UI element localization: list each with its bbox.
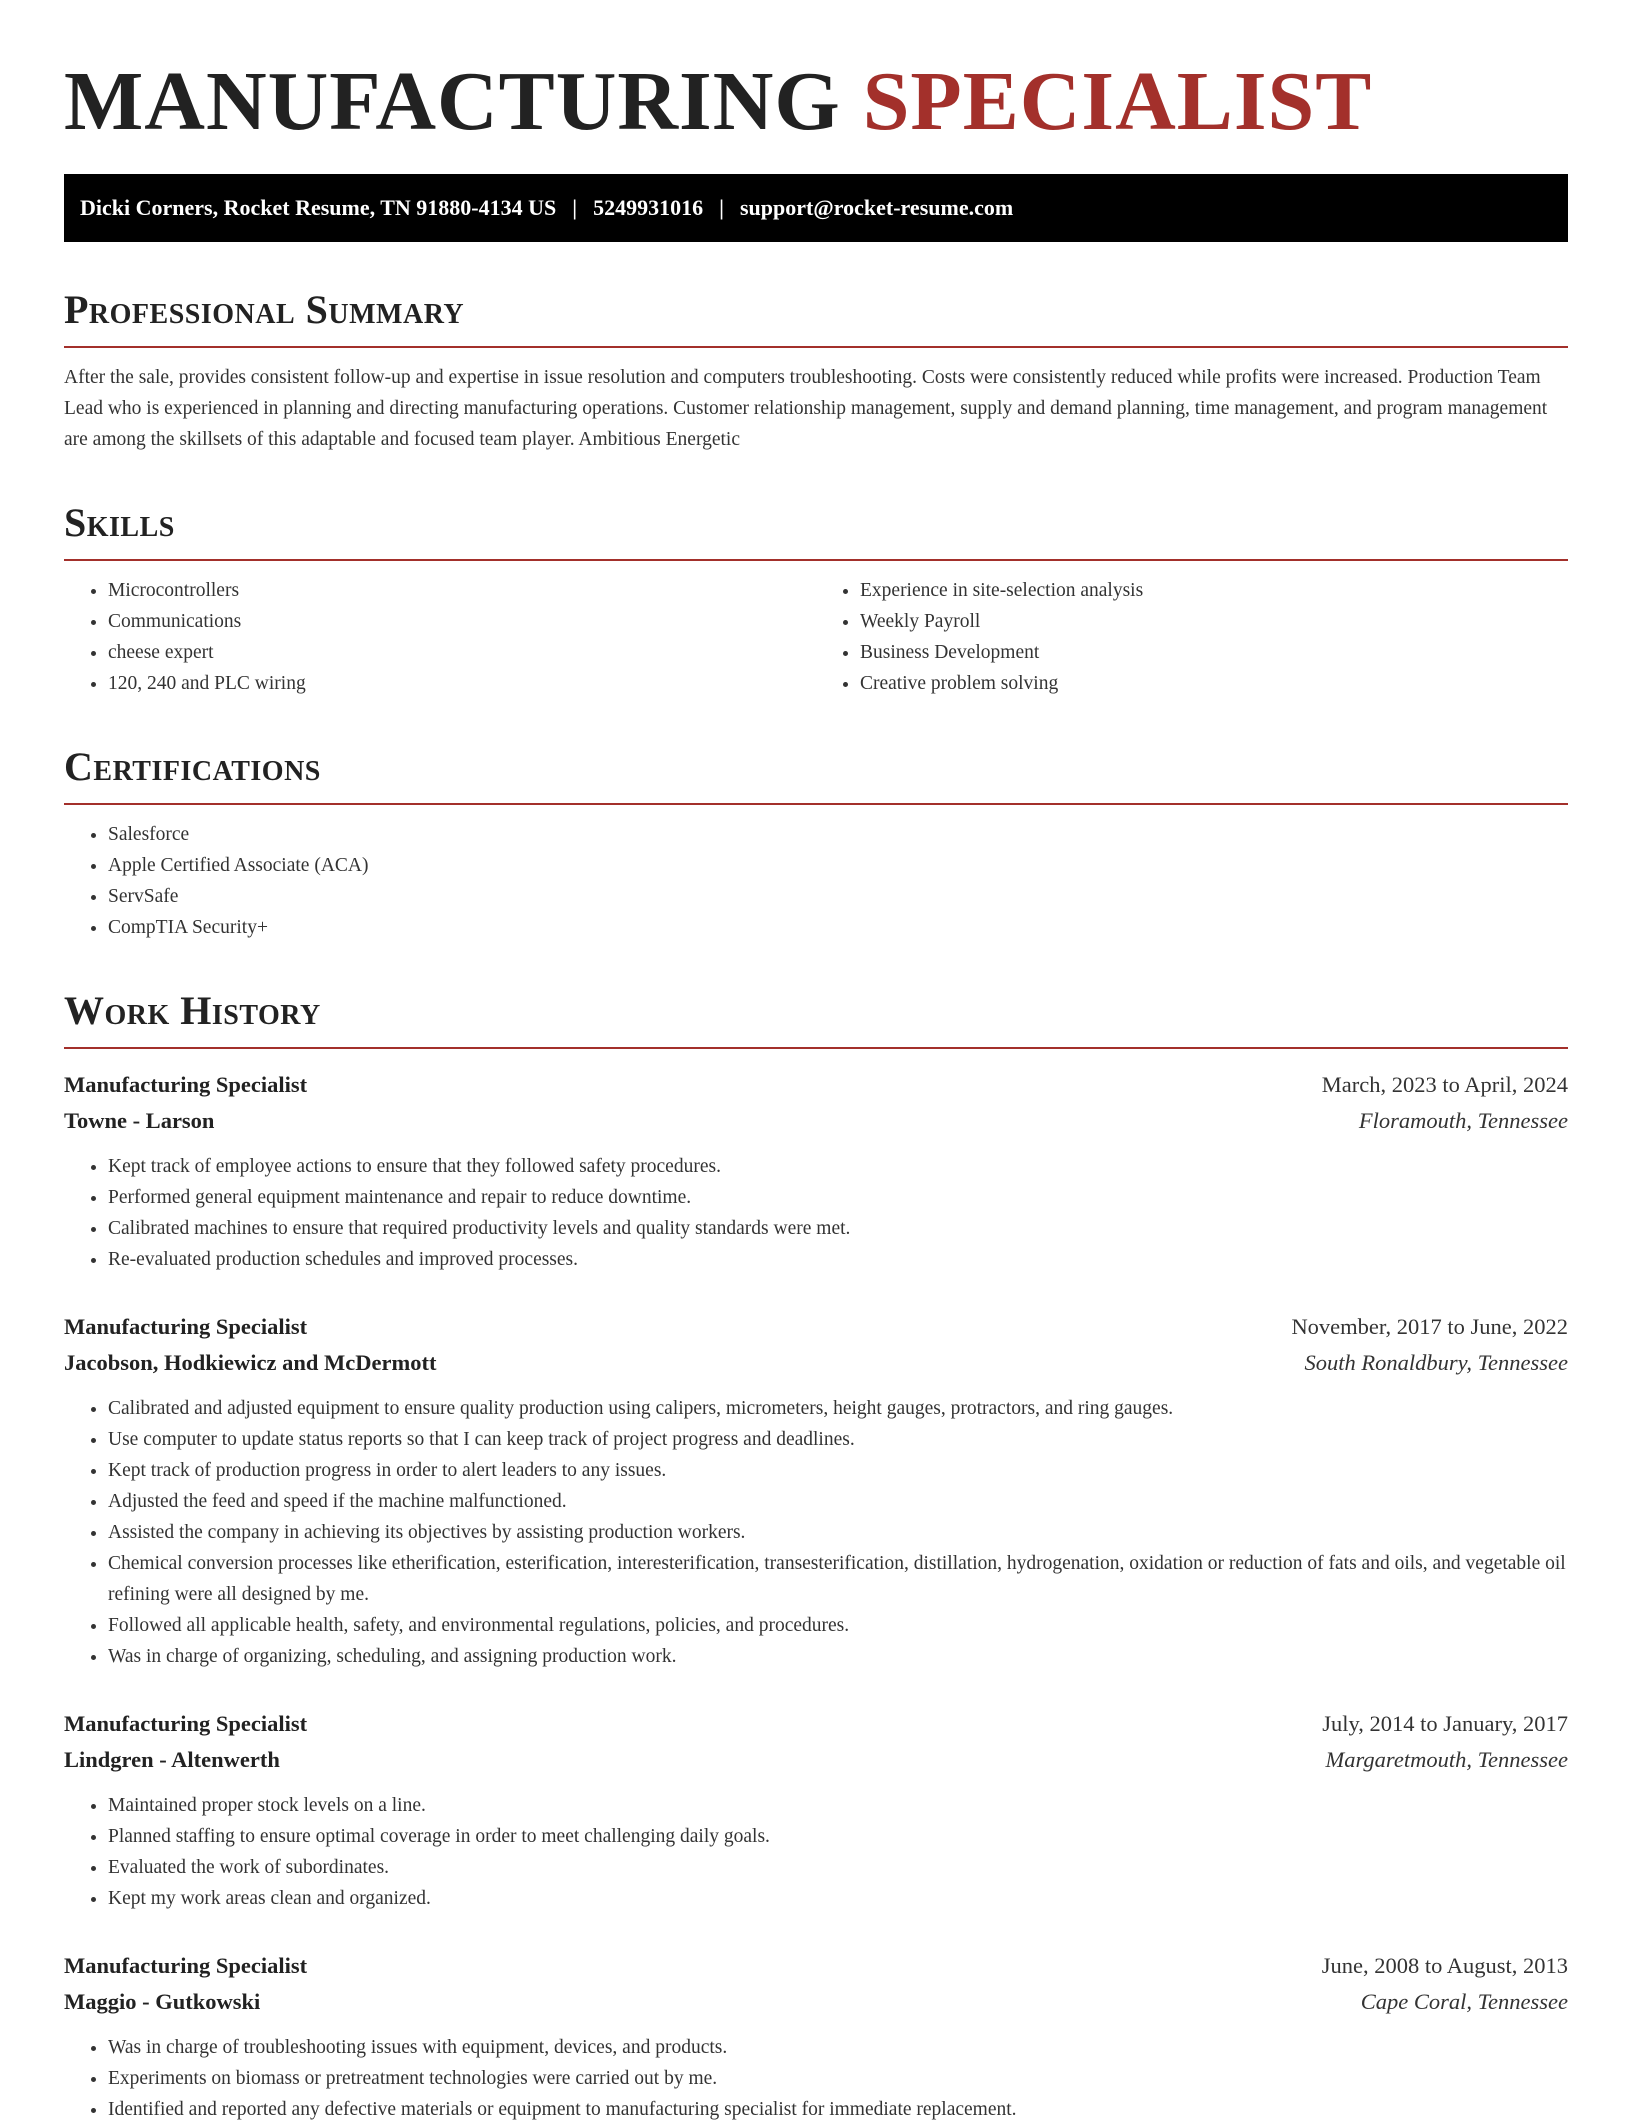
summary-heading: Professional Summary: [64, 286, 1568, 348]
job-company-row: [64, 1984, 1568, 2020]
job-entry: [64, 1309, 1568, 1672]
job-company: Maggio - Gutkowski: [64, 1989, 261, 2014]
job-entry: [64, 1067, 1568, 1275]
job-bullet: • Use computer to update status reports so that I can keep track of project progress and deadlines.: [108, 1424, 1568, 1455]
contact-separator: |: [719, 195, 724, 220]
contact-bar: [64, 174, 1568, 242]
job-bullets: [64, 1790, 1568, 1914]
job-header-row: [64, 1309, 1568, 1345]
certifications-heading: Certifications: [64, 743, 1568, 805]
job-location: Floramouth, Tennessee: [1358, 1108, 1568, 1133]
job-entry: [64, 1948, 1568, 2125]
summary-text: After the sale, provides consistent follow-up and expertise in issue resolution and computers troubleshooting. Costs were consistently reduced while profits were increased. Production Team Lead who is experienced in planning and directing manufacturing operations. Customer relationship management, supply and demand planning, time management, and program management are among the skillsets of this adaptable and focused team player. Ambitious Energetic: [64, 367, 1548, 450]
certification-item: • CompTIA Security+: [108, 912, 1568, 943]
certification-item: • Apple Certified Associate (ACA): [108, 850, 1568, 881]
job-bullet: • Calibrated machines to ensure that required productivity levels and quality standards were met.: [108, 1213, 1568, 1244]
job-bullet: • Was in charge of troubleshooting issues with equipment, devices, and products.: [108, 2032, 1568, 2063]
job-bullets: [64, 1151, 1568, 1275]
job-dates: June, 2008 to August, 2013: [1321, 1953, 1568, 1978]
skill-item: • 120, 240 and PLC wiring: [108, 668, 816, 699]
job-header-row: [64, 1706, 1568, 1742]
job-company: Jacobson, Hodkiewicz and McDermott: [64, 1350, 437, 1375]
job-bullet: • Was in charge of organizing, scheduling, and assigning production work.: [108, 1641, 1568, 1672]
resume-title: [64, 55, 1568, 148]
job-bullet: • Planned staffing to ensure optimal coverage in order to meet challenging daily goals.: [108, 1821, 1568, 1852]
job-bullets: [64, 2032, 1568, 2125]
job-company-row: [64, 1103, 1568, 1139]
work-history-heading: Work History: [64, 987, 1568, 1049]
job-location: Cape Coral, Tennessee: [1360, 1989, 1568, 2014]
skill-item: • Microcontrollers: [108, 575, 816, 606]
job-bullet: • Kept my work areas clean and organized.: [108, 1883, 1568, 1914]
job-bullet: • Identified and reported any defective materials or equipment to manufacturing specialist for immediate replacement.: [108, 2094, 1568, 2125]
skill-item: • Experience in site-selection analysis: [860, 575, 1568, 606]
job-bullet: • Adjusted the feed and speed if the machine malfunctioned.: [108, 1486, 1568, 1517]
job-bullet: • Assisted the company in achieving its objectives by assisting production workers.: [108, 1517, 1568, 1548]
skill-item: • Weekly Payroll: [860, 606, 1568, 637]
title-main: MANUFACTURING: [64, 55, 841, 148]
job-company-row: [64, 1742, 1568, 1778]
job-bullet: • Performed general equipment maintenance and repair to reduce downtime.: [108, 1182, 1568, 1213]
job-title: Manufacturing Specialist: [64, 1314, 308, 1339]
job-bullet: • Kept track of employee actions to ensure that they followed safety procedures.: [108, 1151, 1568, 1182]
skills-heading: Skills: [64, 499, 1568, 561]
job-bullet: • Followed all applicable health, safety, and environmental regulations, policies, and procedures.: [108, 1610, 1568, 1641]
job-title: Manufacturing Specialist: [64, 1711, 308, 1736]
job-title: Manufacturing Specialist: [64, 1953, 308, 1978]
job-bullet: • Calibrated and adjusted equipment to ensure quality production using calipers, micrometers, height gauges, protractors, and ring gauges.: [108, 1393, 1568, 1424]
job-dates: November, 2017 to June, 2022: [1291, 1314, 1568, 1339]
title-accent: SPECIALIST: [862, 55, 1373, 148]
job-header-row: [64, 1948, 1568, 1984]
job-bullet: • Experiments on biomass or pretreatment technologies were carried out by me.: [108, 2063, 1568, 2094]
job-bullet: • Re-evaluated production schedules and improved processes.: [108, 1244, 1568, 1275]
job-bullet: • Maintained proper stock levels on a line.: [108, 1790, 1568, 1821]
job-company-row: [64, 1345, 1568, 1381]
contact-separator: |: [572, 195, 578, 220]
job-company: Lindgren - Altenwerth: [64, 1747, 280, 1772]
contact-phone[interactable]: 5249931016: [593, 195, 704, 220]
job-dates: July, 2014 to January, 2017: [1322, 1711, 1568, 1736]
job-bullet: • Evaluated the work of subordinates.: [108, 1852, 1568, 1883]
skills-list: [64, 561, 1568, 699]
job-bullet: • Chemical conversion processes like etherification, esterification, interesterification, transesterification, distillation, hydrogenation, oxidation or reduction of fats and oils, and vegetable oil refining were all designed by me.: [108, 1548, 1568, 1610]
job-title: Manufacturing Specialist: [64, 1072, 308, 1097]
job-location: South Ronaldbury, Tennessee: [1304, 1350, 1568, 1375]
skills-column-left: [64, 575, 816, 699]
job-entry: [64, 1706, 1568, 1914]
certification-item: • ServSafe: [108, 881, 1568, 912]
job-bullets: [64, 1393, 1568, 1672]
skill-item: • Creative problem solving: [860, 668, 1568, 699]
contact-email[interactable]: support@rocket-resume.com: [739, 195, 1014, 220]
job-bullet: • Kept track of production progress in order to alert leaders to any issues.: [108, 1455, 1568, 1486]
contact-address: Dicki Corners, Rocket Resume, TN 91880-4134 US: [80, 195, 557, 220]
skills-column-right: [816, 575, 1568, 699]
certification-item: • Salesforce: [108, 819, 1568, 850]
skill-item: • Business Development: [860, 637, 1568, 668]
job-location: Margaretmouth, Tennessee: [1325, 1747, 1568, 1772]
job-dates: March, 2023 to April, 2024: [1321, 1072, 1568, 1097]
skill-item: • cheese expert: [108, 637, 816, 668]
job-company: Towne - Larson: [64, 1108, 215, 1133]
skill-item: • Communications: [108, 606, 816, 637]
certifications-list: [64, 819, 1568, 943]
job-header-row: [64, 1067, 1568, 1103]
